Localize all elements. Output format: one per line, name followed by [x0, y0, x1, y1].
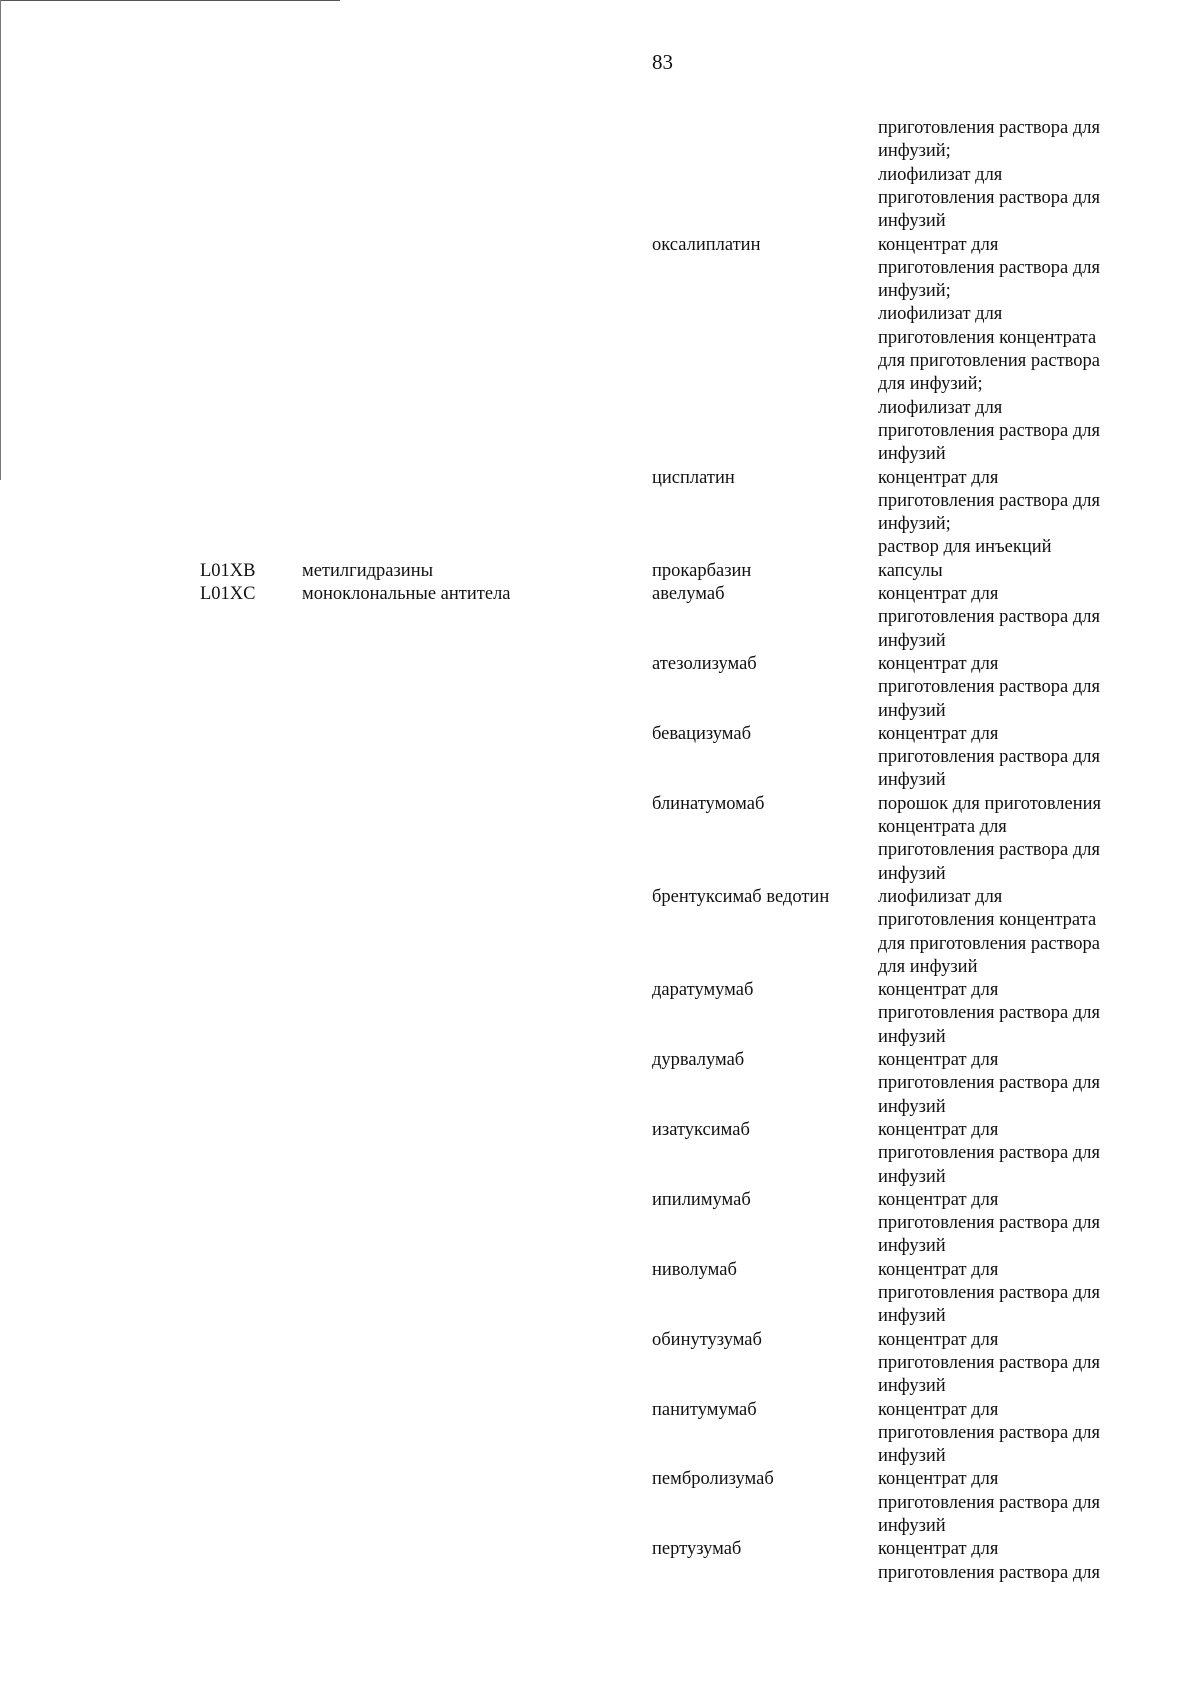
drug-name: прокарбазин: [652, 560, 752, 581]
drug-name: дурвалумаб: [652, 1050, 745, 1070]
drug-name: цисплатин: [652, 467, 735, 488]
dosage-form-line: приготовления раствора для: [878, 1003, 1100, 1024]
dosage-form-line: приготовления раствора для: [878, 1352, 1100, 1373]
dosage-form-line: для приготовления раствора: [878, 933, 1100, 954]
drug-name: ниволумаб: [652, 1259, 737, 1280]
dosage-form-line: инфузий;: [878, 514, 951, 535]
group-name: моноклональные антитела: [302, 584, 511, 604]
dosage-form-line: концентрат для: [878, 1050, 999, 1070]
dosage-form-line: лиофилизат для: [878, 164, 1003, 185]
dosage-form-line: приготовления раствора для: [878, 840, 1100, 861]
dosage-form-line: приготовления раствора для: [878, 118, 1100, 138]
drug-name: панитумумаб: [652, 1399, 757, 1420]
dosage-form-line: инфузий: [878, 211, 946, 232]
dosage-form-line: инфузий: [878, 700, 946, 721]
drug-name: пертузумаб: [652, 1539, 742, 1560]
drug-name: бевацизумаб: [652, 723, 752, 744]
dosage-form-line: концентрат для: [878, 1189, 999, 1210]
dosage-form-line: приготовления раствора для: [878, 607, 1100, 628]
drug-name: ипилимумаб: [652, 1189, 751, 1210]
drug-name: оксалиплатин: [652, 234, 761, 255]
dosage-form-line: капсулы: [878, 560, 943, 581]
dosage-form-line: инфузий: [878, 863, 946, 884]
page-number: 83: [652, 50, 673, 74]
scan-border-left: [0, 0, 1, 480]
drug-name: блинатумомаб: [652, 793, 765, 814]
scan-border-top: [0, 0, 340, 1]
dosage-form-line: приготовления концентрата: [878, 910, 1097, 931]
dosage-form-line: лиофилизат для: [878, 304, 1003, 325]
dosage-form-line: концентрат для: [878, 1329, 999, 1350]
dosage-form-line: лиофилизат для: [878, 397, 1003, 418]
dosage-form-line: инфузий;: [878, 281, 951, 302]
dosage-form-line: инфузий: [878, 1026, 946, 1047]
dosage-form-line: инфузий: [878, 1236, 946, 1257]
dosage-form-line: раствор для инъекций: [878, 537, 1052, 558]
dosage-form-line: приготовления концентрата: [878, 327, 1097, 348]
dosage-form-line: для приготовления раствора: [878, 351, 1100, 371]
dosage-form-line: приготовления раствора для: [878, 747, 1100, 768]
dosage-form-line: концентрат для: [878, 467, 999, 488]
dosage-form-line: для инфузий: [878, 956, 978, 977]
dosage-form-line: инфузий: [878, 1376, 946, 1397]
drug-name: брентуксимаб ведотин: [652, 886, 830, 907]
dosage-form-line: концентрат для: [878, 584, 999, 604]
dosage-form-line: приготовления раствора для: [878, 1283, 1100, 1303]
dosage-form-line: приготовления раствора для: [878, 677, 1100, 698]
dosage-form-line: инфузий: [878, 1306, 946, 1327]
dosage-form-line: концентрат для: [878, 723, 999, 744]
dosage-form-line: инфузий: [878, 770, 946, 791]
dosage-form-line: приготовления раствора для: [878, 1562, 1100, 1583]
dosage-form-line: концентрат для: [878, 1119, 999, 1140]
dosage-form-line: приготовления раствора для: [878, 1073, 1100, 1094]
dosage-form-line: приготовления раствора для: [878, 1492, 1100, 1513]
dosage-form-line: концентрат для: [878, 1259, 999, 1280]
dosage-form-line: инфузий: [878, 1516, 946, 1536]
drug-name: пембролизумаб: [652, 1469, 774, 1490]
dosage-form-line: приготовления раствора для: [878, 420, 1100, 441]
dosage-form-line: инфузий: [878, 444, 946, 465]
dosage-form-line: приготовления раствора для: [878, 257, 1100, 278]
drug-name: атезолизумаб: [652, 653, 757, 674]
dosage-form-line: инфузий: [878, 1096, 946, 1117]
dosage-form-line: концентрат для: [878, 980, 999, 1001]
atc-code: L01XC: [200, 584, 256, 604]
dosage-form-line: концентрат для: [878, 1469, 999, 1490]
dosage-form-line: порошок для приготовления: [878, 793, 1102, 814]
dosage-form-line: лиофилизат для: [878, 886, 1003, 907]
dosage-form-line: концентрат для: [878, 653, 999, 674]
dosage-form-line: инфузий: [878, 1446, 946, 1467]
drug-name: изатуксимаб: [652, 1119, 750, 1140]
dosage-form-line: приготовления раствора для: [878, 1213, 1100, 1234]
dosage-form-line: инфузий: [878, 630, 946, 651]
drug-name: обинутузумаб: [652, 1329, 762, 1350]
dosage-form-line: концентрат для: [878, 234, 999, 255]
dosage-form-line: концентрата для: [878, 817, 1007, 837]
atc-code: L01XB: [200, 560, 256, 581]
dosage-form-line: приготовления раствора для: [878, 1143, 1100, 1164]
group-name: метилгидразины: [302, 560, 434, 581]
dosage-form-line: для инфузий;: [878, 374, 983, 395]
dosage-form-line: приготовления раствора для: [878, 490, 1100, 511]
drug-name: даратумумаб: [652, 980, 754, 1001]
dosage-form-line: концентрат для: [878, 1399, 999, 1420]
dosage-form-line: инфузий;: [878, 141, 951, 162]
dosage-form-line: концентрат для: [878, 1539, 999, 1560]
dosage-form-line: приготовления раствора для: [878, 187, 1100, 208]
drug-name: авелумаб: [652, 584, 725, 604]
dosage-form-line: приготовления раствора для: [878, 1422, 1100, 1443]
dosage-form-line: инфузий: [878, 1166, 946, 1187]
